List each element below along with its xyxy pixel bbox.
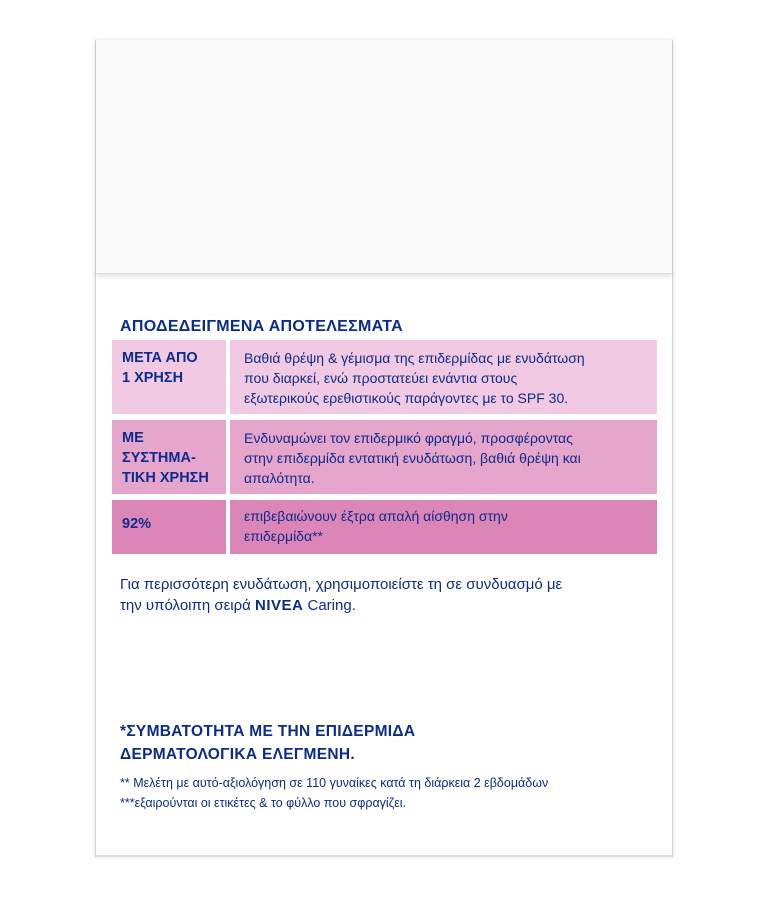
result-text-line: που διαρκεί, ενώ προστατεύει ενάντια στους	[244, 370, 518, 386]
result-label-line: 92%	[122, 516, 152, 532]
result-description	[230, 500, 657, 554]
result-label-line: ΜΕ	[122, 430, 144, 446]
box-bottom-edge	[96, 855, 672, 857]
footnote-study: ** Μελέτη με αυτό-αξιολόγηση σε 110 γυναίκες κατά τη διάρκεια 2 εβδομάδων	[120, 776, 549, 790]
result-label-line: 1 ΧΡΗΣΗ	[122, 370, 184, 386]
result-description	[230, 340, 657, 414]
result-text-line: στην επιδερμίδα εντατική ενυδάτωση, βαθιά θρέψη και	[244, 450, 581, 466]
box-lid	[96, 40, 672, 274]
footnotes	[120, 773, 665, 813]
footnote-exclusions: ***εξαιρούνται οι ετικέτες & το φύλλο που σφραγίζει.	[120, 796, 407, 810]
results-table	[112, 340, 657, 560]
result-row-systematic-use	[112, 420, 657, 494]
result-row-after-one-use	[112, 340, 657, 414]
result-text-line: Ενδυναμώνει τον επιδερμικό φραγμό, προσφέροντας	[244, 430, 573, 446]
result-row-percentage	[112, 500, 657, 554]
result-label	[112, 420, 226, 494]
product-box	[95, 40, 673, 857]
result-label-line: ΤΙΚΗ ΧΡΗΣΗ	[122, 470, 209, 486]
result-text-line: απαλότητα.	[244, 470, 315, 486]
result-text-line: Βαθιά θρέψη & γέμισμα της επιδερμίδας με ενυδάτωση	[244, 350, 585, 366]
compatibility-line-2: ΔΕΡΜΑΤΟΛΟΓΙΚΑ ΕΛΕΓΜΕΝΗ.	[120, 746, 355, 763]
compatibility-statement	[120, 720, 415, 766]
compatibility-line-1: *ΣΥΜΒΑΤΟΤΗΤΑ ΜΕ ΤΗΝ ΕΠΙΔΕΡΜΙΔΑ	[120, 723, 416, 740]
combination-note	[120, 574, 660, 616]
result-label-line: ΣΥΣΤΗΜΑ-	[122, 450, 196, 466]
result-text-line: επιδερμίδα**	[244, 528, 323, 544]
brand-name: NIVEA	[255, 597, 304, 614]
combination-line-1: Για περισσότερη ενυδάτωση, χρησιμοποιείστε τη σε συνδυασμό με	[120, 576, 563, 593]
section-title: ΑΠΟΔΕΔΕΙΓΜΕΝΑ ΑΠΟΤΕΛΕΣΜΑΤΑ	[120, 318, 403, 335]
result-description	[230, 420, 657, 494]
combination-line-2-suffix: Caring.	[303, 597, 356, 614]
result-text-line: επιβεβαιώνουν έξτρα απαλή αίσθηση στην	[244, 508, 508, 524]
combination-line-2-prefix: την υπόλοιπη σειρά	[120, 597, 255, 614]
result-label	[112, 340, 226, 414]
result-text-line: εξωτερικούς ερεθιστικούς παράγοντες με το SPF 30.	[244, 390, 569, 406]
result-label	[112, 500, 226, 554]
result-label-line: ΜΕΤΑ ΑΠΟ	[122, 350, 198, 366]
